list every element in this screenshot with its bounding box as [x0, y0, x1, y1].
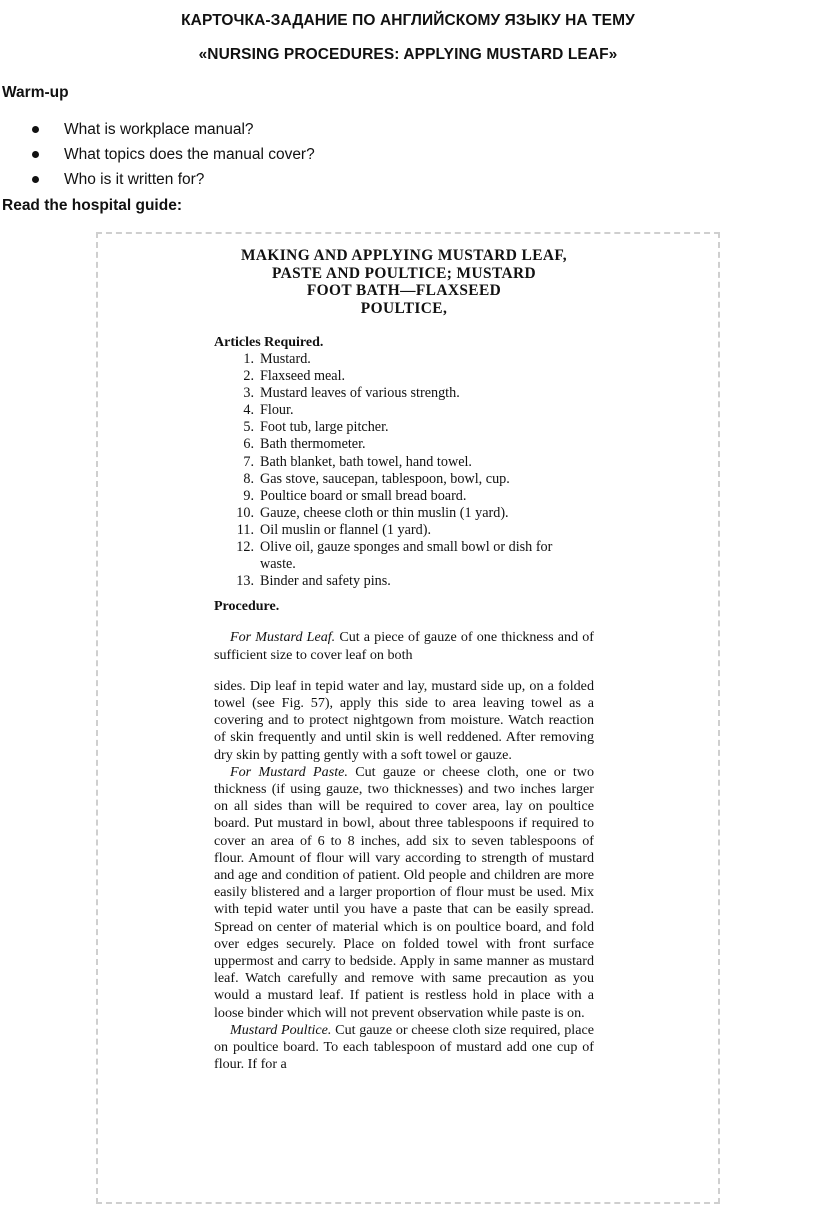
bullet-icon — [32, 151, 39, 158]
item-number: 7. — [243, 453, 254, 470]
guide-title-line: FOOT BATH—FLAXSEED — [306, 282, 502, 299]
articles-list — [214, 351, 594, 590]
guide-title-line: POULTICE, — [360, 299, 448, 317]
item-number: 6. — [243, 436, 254, 453]
item-number: 4. — [243, 402, 254, 419]
mustard-poultice-text: Cut gauze or cheese cloth size required, place on poultice board. To each tablespoon of mustard add one cup of flour. If for a — [214, 1021, 594, 1073]
warmup-question: What topics does the manual cover? — [64, 145, 315, 163]
bullet-icon — [32, 126, 39, 133]
articles-heading: Articles Required. — [214, 335, 324, 350]
item-text: Mustard. — [260, 351, 311, 367]
mustard-paste-text: Cut gauze or cheese cloth, one or two thickness (if using gauze, two thicknesses) and two inches larger on all sides than will be required to cover area, lay on poultice board. Put mustard in bowl, about three tablespoons if required to cover an area of 6 to 8 inches, add six to seven tablespoons of flour. Amount of flour will vary according to strength of mustard and age and condition of patient. Old people and children are more easily blistered and a larger proportion of flour must be used. Mix with tepid water until you have a paste that can be easily spread. Spread on center of material which is on poultice board, and fold over edges securely. Place on folded towel with front surface uppermost and carry to bedside. Apply in same manner as mustard leaf. Watch carefully and remove with same precaution as you would a mustard leaf. If patient is restless hold in place with a loose binder which will not prevent observation while paste is on. — [214, 763, 595, 1021]
item-text: Bath thermometer. — [260, 436, 366, 453]
item-number: 11. — [236, 521, 254, 538]
list-item — [28, 142, 315, 167]
list-item — [214, 454, 594, 471]
list-item — [214, 368, 594, 385]
mustard-leaf-label: For Mustard Leaf. — [230, 629, 336, 646]
item-number: 3. — [243, 385, 254, 402]
guide-title-line: PASTE AND POULTICE; MUSTARD — [271, 264, 537, 282]
scanned-guide-image — [96, 232, 720, 1204]
item-text: Mustard leaves of various strength. — [260, 385, 460, 402]
item-number: 12. — [236, 539, 254, 556]
item-text: Poultice board or small bread board. — [260, 487, 467, 504]
item-number: 5. — [243, 419, 254, 436]
mustard-poultice-paragraph — [214, 1022, 594, 1074]
list-item — [214, 488, 594, 505]
guide-title-line: MAKING AND APPLYING MUSTARD LEAF, — [240, 247, 568, 264]
item-text: Foot tub, large pitcher. — [260, 419, 389, 436]
list-item — [214, 402, 594, 419]
list-item — [214, 351, 594, 368]
item-number: 2. — [243, 368, 254, 385]
mustard-paste-label: For Mustard Paste. — [230, 763, 348, 780]
list-item — [214, 385, 594, 402]
procedure-heading: Procedure. — [214, 599, 280, 615]
item-number: 1. — [243, 351, 254, 367]
item-text: Olive oil, gauze sponges and small bowl or dish for waste. — [260, 539, 553, 573]
warmup-question-list — [28, 117, 315, 192]
item-text: Binder and safety pins. — [260, 573, 391, 590]
list-item — [214, 539, 594, 573]
list-item — [214, 505, 594, 522]
list-item — [214, 573, 594, 590]
mustard-leaf-text: Cut a piece of gauze of one thickness and of sufficient size to cover leaf on both — [214, 629, 594, 663]
guide-heading: Read the hospital guide: — [2, 197, 182, 214]
mustard-leaf-paragraph — [214, 629, 594, 663]
page-subtitle: «NURSING PROCEDURES: APPLYING MUSTARD LEAF» — [198, 46, 618, 63]
item-text: Flaxseed meal. — [260, 368, 346, 385]
item-text: Bath blanket, bath towel, hand towel. — [260, 453, 472, 470]
page-title: КАРТОЧКА-ЗАДАНИЕ ПО АНГЛИЙСКОМУ ЯЗЫКУ НА ТЕМУ — [181, 12, 635, 29]
mustard-leaf-continued: sides. Dip leaf in tepid water and lay, mustard side up, on a folded towel (see Fig. 57), apply this side to area leaving towel as a covering and to protect nightgown from moisture. Watch reaction of skin frequently and until skin is well reddened. After removing dry skin by patting gently with a soft towel or gauze. — [214, 677, 594, 763]
item-number: 9. — [243, 487, 254, 504]
list-item — [28, 117, 315, 142]
mustard-paste-paragraph — [214, 764, 594, 1022]
item-text: Oil muslin or flannel (1 yard). — [260, 521, 431, 538]
item-number: 13. — [236, 573, 254, 590]
list-item — [214, 436, 594, 453]
page-gap — [214, 664, 594, 678]
warmup-question: Who is it written for? — [64, 170, 205, 188]
item-text: Gauze, cheese cloth or thin muslin (1 yard). — [260, 504, 509, 521]
mustard-poultice-label: Mustard Poultice. — [230, 1021, 332, 1038]
item-text: Gas stove, saucepan, tablespoon, bowl, cup. — [260, 470, 510, 487]
list-item — [214, 419, 594, 436]
warmup-question: What is workplace manual? — [64, 120, 254, 138]
bullet-icon — [32, 176, 39, 183]
list-item — [214, 522, 594, 539]
list-item — [214, 471, 594, 488]
guide-title — [214, 247, 594, 317]
item-number: 8. — [243, 470, 254, 487]
guide-text-block — [214, 247, 594, 1073]
item-number: 10. — [236, 504, 254, 521]
warmup-heading: Warm-up — [2, 84, 69, 101]
list-item — [28, 167, 315, 192]
item-text: Flour. — [260, 402, 294, 419]
